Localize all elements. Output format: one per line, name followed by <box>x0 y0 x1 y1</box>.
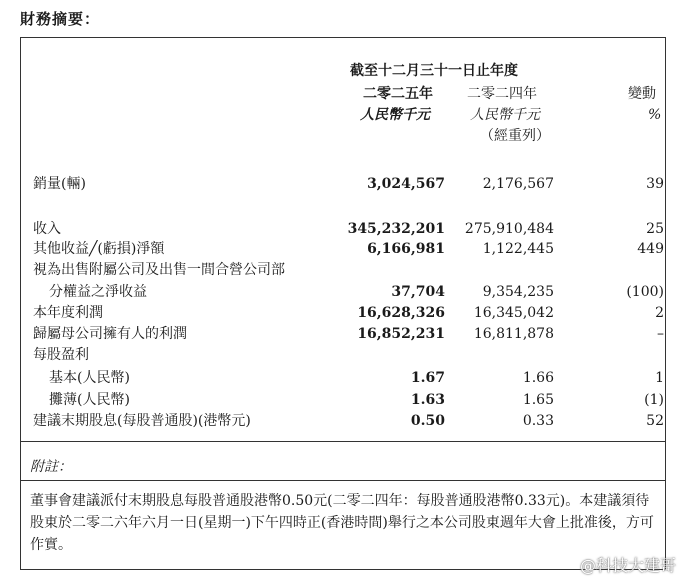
row-label: 基本(人民幣) <box>49 370 130 386</box>
value-2024: 2,176,567 <box>482 176 554 192</box>
year-2024-header: 二零二四年 <box>467 86 537 102</box>
row-label: 分權益之淨收益 <box>49 284 147 300</box>
value-2025: 1.67 <box>410 370 445 386</box>
value-2025: 3,024,567 <box>367 176 445 192</box>
period-header: 截至十二月三十一日止年度 <box>350 63 518 79</box>
value-change: (1) <box>644 392 664 408</box>
value-2025: 1.63 <box>410 392 445 408</box>
value-change: 52 <box>646 413 664 429</box>
value-change: (100) <box>626 284 664 300</box>
note-text: 董事會建議派付末期股息每股普通股港幣0.50元(二零二四年：每股普通股港幣0.33元)。本建議須待股東於二零二六年六月一日(星期一)下午四時正(香港時間)舉行之本公司股東週年大會上批准後，方可作實。 <box>30 493 654 553</box>
value-2025: 0.50 <box>410 413 445 429</box>
row-label: 攤薄(人民幣) <box>49 392 130 408</box>
row-label: 視為出售附屬公司及出售一間合營公司部 <box>33 262 285 278</box>
value-change: 39 <box>646 176 664 192</box>
value-change: 449 <box>637 241 664 257</box>
change-header: 變動 <box>628 86 656 102</box>
divider <box>20 480 666 481</box>
value-2024: 1.65 <box>522 392 554 408</box>
restated-header: （經重列） <box>480 128 550 144</box>
note-heading: 附註： <box>30 459 72 475</box>
value-2025: 6,166,981 <box>367 241 445 257</box>
value-change: 1 <box>655 370 664 386</box>
value-2025: 37,704 <box>391 284 445 300</box>
row-label: 歸屬母公司擁有人的利潤 <box>33 326 187 342</box>
value-change: 2 <box>655 305 664 321</box>
divider <box>20 441 666 442</box>
unit-2025-header: 人民幣千元 <box>360 107 430 123</box>
value-2024: 1,122,445 <box>482 241 554 257</box>
value-change: 25 <box>646 221 664 237</box>
value-2025: 16,628,326 <box>357 305 445 321</box>
value-2025: 16,852,231 <box>357 326 445 342</box>
row-label: 建議末期股息(每股普通股)(港幣元) <box>33 413 251 429</box>
row-label: 收入 <box>33 221 61 237</box>
watermark: @科技大建哥 <box>579 556 676 575</box>
value-2024: 275,910,484 <box>464 221 554 237</box>
unit-change-header: % <box>648 107 662 123</box>
value-2024: 0.33 <box>522 413 554 429</box>
value-2024: 1.66 <box>522 370 554 386</box>
row-label: 銷量(輛) <box>33 176 86 192</box>
unit-2024-header: 人民幣千元 <box>470 107 540 123</box>
year-2025-header: 二零二五年 <box>363 86 433 102</box>
row-label: 本年度利潤 <box>33 305 103 321</box>
value-2025: 345,232,201 <box>347 221 445 237</box>
page-title: 財務摘要： <box>20 10 101 28</box>
row-label: 每股盈利 <box>33 347 89 363</box>
value-change: – <box>657 326 664 342</box>
value-2024: 9,354,235 <box>482 284 554 300</box>
value-2024: 16,345,042 <box>473 305 554 321</box>
row-label: 其他收益╱(虧損)淨額 <box>33 241 165 257</box>
value-2024: 16,811,878 <box>473 326 554 342</box>
